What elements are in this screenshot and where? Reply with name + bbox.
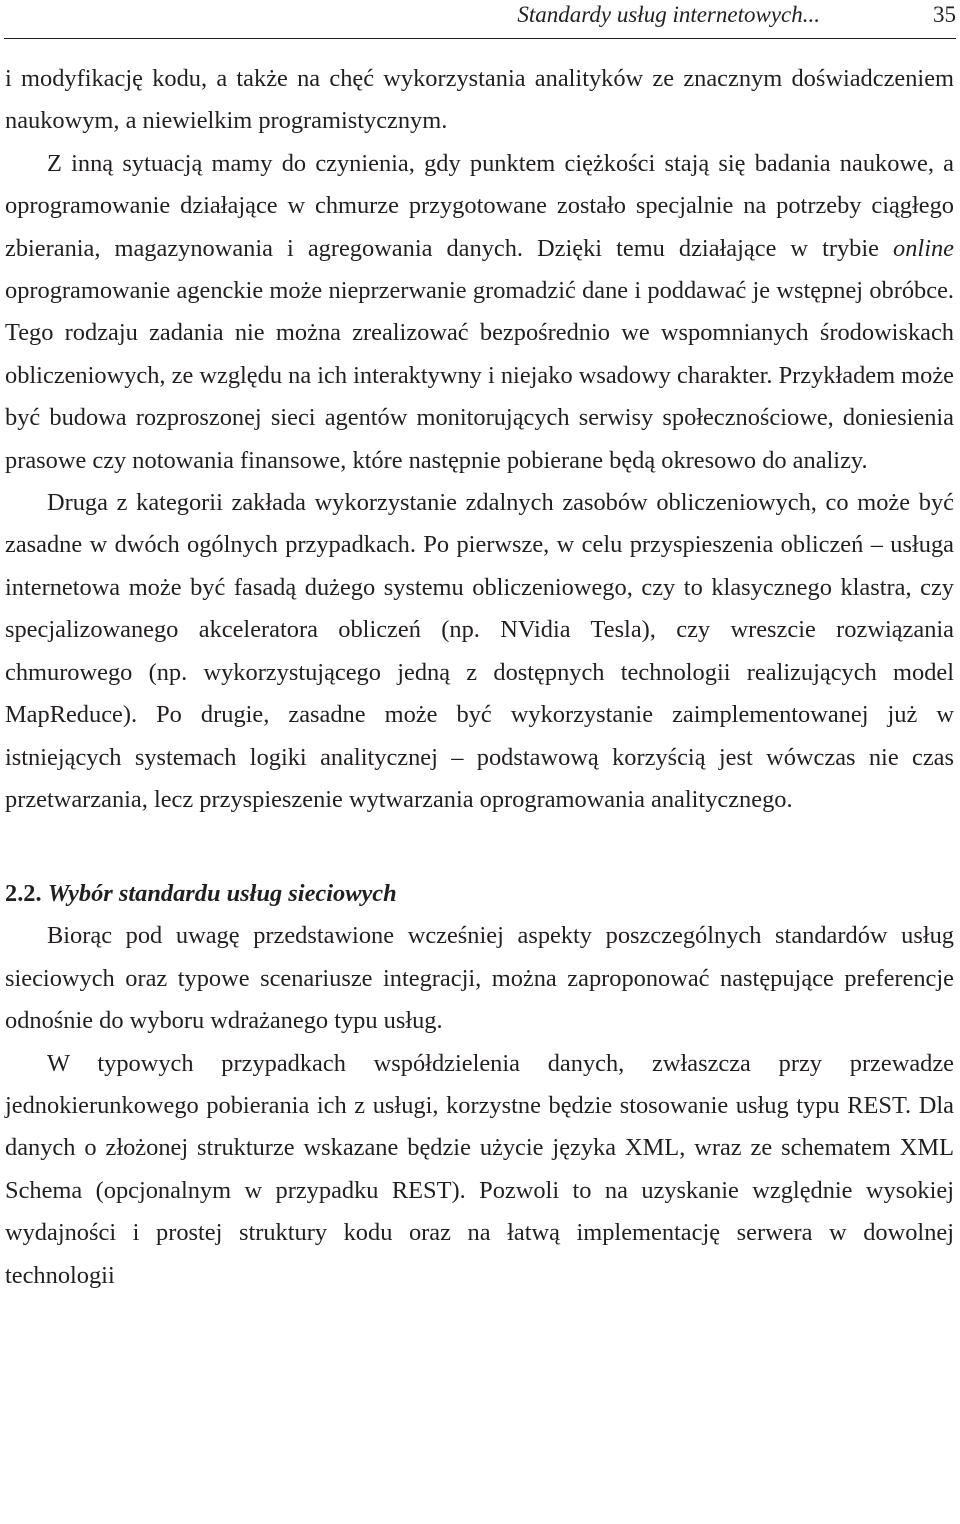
running-title: Standardy usług internetowych... <box>517 2 820 27</box>
page-header <box>0 0 960 38</box>
page-number: 35 <box>933 2 956 27</box>
emphasis-online: online <box>893 234 954 262</box>
paragraph-continuation: i modyfikację kodu, a także na chęć wykorzystania analityków ze znacznym doświadczeniem naukowym, a niewielkim programistycznym. <box>5 65 954 135</box>
paragraph-text: Z inną sytuacją mamy do czynienia, gdy punktem ciężkości stają się badania naukowe, a oprogramowanie działające w chmurze przygotowane zostało specjalnie na potrzeby ciągłego zbierania, magazynowania i agregowania danych. Dzięki temu działające w trybie <box>5 149 954 262</box>
paragraph-rest-usage: W typowych przypadkach współdzielenia danych, zwłaszcza przy przewadze jednokierunkowego pobierania ich z usługi, korzystne będzie stosowanie usług typu REST. Dla danych o złożonej strukturze wskazane będzie użycie języka XML, wraz ze schematem XML Schema (opcjonalnym w przypadku REST). Pozwoli to na uzyskanie względnie wysokiej wydajności i prostej struktury kodu oraz na łatwą implementację serwera w dowolnej technologii <box>5 1049 954 1289</box>
paragraph-preferences: Biorąc pod uwagę przedstawione wcześniej aspekty poszczególnych standardów usług sieciowych oraz typowe scenariusze integracji, można zaproponować następujące preferencje odnośnie do wyboru wdrażanego typu usług. <box>5 922 954 1035</box>
section-title: Wybór standardu usług sieciowych <box>47 880 397 908</box>
section-heading <box>5 873 954 915</box>
header-rule <box>4 38 956 39</box>
page-body <box>5 58 954 1297</box>
paragraph-research-scenario <box>5 143 954 482</box>
paragraph-remote-computing: Druga z kategorii zakłada wykorzystanie zdalnych zasobów obliczeniowych, co może być zasadne w dwóch ogólnych przypadkach. Po pierwsze, w celu przyspieszenia obliczeń – usługa internetowa może być fasadą dużego systemu obliczeniowego, czy to klasycznego klastra, czy specjalizowanego akceleratora obliczeń (np. NVidia Tesla), czy wreszcie rozwiązania chmurowego (np. wykorzystującego jedną z dostępnych technologii realizujących model MapReduce). Po drugie, zasadne może być wykorzystanie zaimplementowanej już w istniejących systemach logiki analitycznej – podstawową korzyścią jest wówczas nie czas przetwarzania, lecz przyspieszenie wytwarzania oprogramowania analitycznego. <box>5 489 954 813</box>
paragraph-text: oprogramowanie agenckie może nieprzerwanie gromadzić dane i poddawać je wstępnej obróbce. Tego rodzaju zadania nie można zrealizować bezpośrednio we wspomnianych środowiskach obliczeniowych, ze względu na ich interaktywny i niejako wsadowy charakter. Przykładem może być budowa rozproszonej sieci agentów monitorujących serwisy społecznościowe, doniesienia prasowe czy notowania finansowe, które następnie pobierane będą okresowo do analizy. <box>5 277 954 474</box>
section-number: 2.2. <box>5 880 42 908</box>
